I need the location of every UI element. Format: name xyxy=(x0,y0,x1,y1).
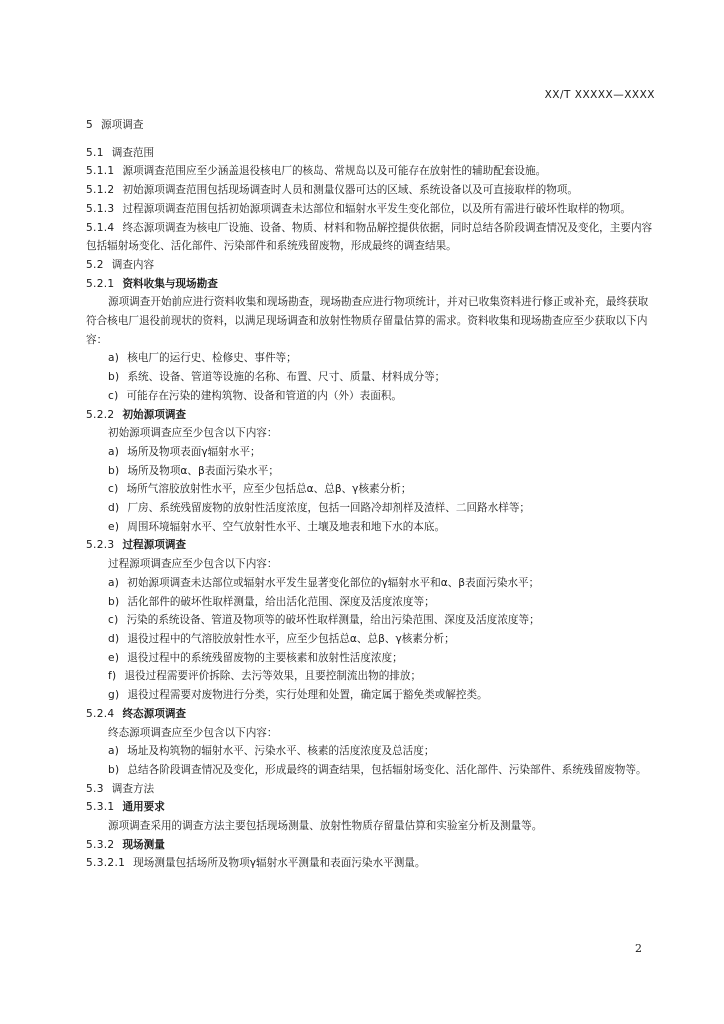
list-item xyxy=(86,630,658,649)
clause-number: 5.2.2 xyxy=(86,408,115,421)
clause-number: b) xyxy=(108,595,120,608)
clause-text: 资料收集与现场勘查 xyxy=(122,277,218,290)
list-item xyxy=(86,349,658,368)
section-heading xyxy=(86,116,658,135)
paragraph xyxy=(86,724,658,743)
paragraph xyxy=(86,854,658,873)
clause-number: 5.3.2.1 xyxy=(86,857,126,870)
list-item xyxy=(86,742,658,761)
clause-number: e) xyxy=(108,520,120,533)
page-number: 2 xyxy=(635,942,642,955)
paragraph xyxy=(86,219,658,256)
clause-number: f) xyxy=(108,670,117,683)
clause-text: 初始源项调查范围包括现场调查时人员和测量仪器可达的区域、系统设备以及可直接取样的物项。 xyxy=(122,184,578,197)
clause-number: a) xyxy=(108,576,120,589)
clause-number: d) xyxy=(108,632,120,645)
section-heading xyxy=(86,536,658,555)
paragraph xyxy=(86,293,658,349)
clause-number: 5.3.1 xyxy=(86,801,115,814)
clause-text: 过程源项调查 xyxy=(122,539,187,552)
clause-number: e) xyxy=(108,651,120,664)
clause-text: 初始源项调查未达部位或辐射水平发生显著变化部位的γ辐射水平和α、β表面污染水平； xyxy=(127,576,540,589)
clause-text: 初始源项调查应至少包含以下内容： xyxy=(108,427,278,440)
clause-number: b) xyxy=(108,371,120,384)
clause-number: g) xyxy=(108,689,120,702)
list-item xyxy=(86,574,658,593)
section-heading xyxy=(86,780,658,799)
clause-text: 过程源项调查应至少包含以下内容： xyxy=(108,558,278,571)
clause-text: 现场测量 xyxy=(122,838,165,851)
clause-number: 5.1.2 xyxy=(86,184,115,197)
clause-number: 5.3.2 xyxy=(86,838,115,851)
list-item xyxy=(86,368,658,387)
clause-text: 源项调查采用的调查方法主要包括现场测量、放射性物质存留量估算和实验室分析及测量等。 xyxy=(108,820,543,833)
clause-text: 周围环境辐射水平、空气放射性水平、土壤及地表和地下水的本底。 xyxy=(127,520,446,533)
section-heading xyxy=(86,256,658,275)
clause-text: 初始源项调查 xyxy=(122,408,187,421)
paragraph xyxy=(86,162,658,181)
clause-number: d) xyxy=(108,502,120,515)
clause-text: 场所及物项表面γ辐射水平； xyxy=(127,445,261,458)
clause-text: 场址及构筑物的辐射水平、污染水平、核素的活度浓度及总活度； xyxy=(127,745,435,758)
clause-text: 厂房、系统残留废物的放射性活度浓度，包括一回路冷却剂样及渣样、二回路水样等； xyxy=(127,502,531,515)
clause-number: 5.2 xyxy=(86,258,104,271)
clause-text: 终态源项调查应至少包含以下内容： xyxy=(108,726,278,739)
clause-number: 5.1.4 xyxy=(86,221,115,234)
clause-text: 终态源项调查 xyxy=(122,707,187,720)
section-heading xyxy=(86,144,658,163)
paragraph xyxy=(86,424,658,443)
clause-text: 源项调查 xyxy=(101,119,144,131)
list-item xyxy=(86,686,658,705)
clause-text: 终态源项调查为核电厂设施、设备、物质、材料和物品解控提供依据，同时总结各阶段调查情况及变化，主要内容包括辐射场变化、活化部件、污染部件和系统残留废物，形成最终的调查结果。 xyxy=(86,221,653,253)
standard-code-header: XX/T XXXXX—XXXX xyxy=(544,89,655,101)
clause-text: 源项调查范围应至少涵盖退役核电厂的核岛、常规岛以及可能存在放射性的辅助配套设施。 xyxy=(122,165,547,178)
clause-text: 退役过程需要评价拆除、去污等效果，且要控制流出物的排放； xyxy=(124,670,422,683)
clause-text: 通用要求 xyxy=(122,801,165,814)
clause-text: 场所气溶胶放射性水平，应至少包括总α、总β、γ核素分析； xyxy=(126,483,412,496)
list-item xyxy=(86,667,658,686)
section-heading xyxy=(86,798,658,817)
section-heading xyxy=(86,705,658,724)
list-item xyxy=(86,649,658,668)
paragraph xyxy=(86,817,658,836)
list-item xyxy=(86,443,658,462)
clause-text: 系统、设备、管道等设施的名称、布置、尺寸、质量、材料成分等； xyxy=(127,371,446,384)
clause-number: a) xyxy=(108,352,120,365)
clause-number: 5.2.1 xyxy=(86,277,115,290)
list-item xyxy=(86,480,658,499)
clause-number: c) xyxy=(108,389,119,402)
clause-text: 退役过程需要对废物进行分类，实行处理和处置，确定属于豁免类或解控类。 xyxy=(127,689,488,702)
clause-number: c) xyxy=(108,483,119,496)
clause-number: 5.1.3 xyxy=(86,202,115,215)
clause-number: 5.2.3 xyxy=(86,539,115,552)
list-item xyxy=(86,611,658,630)
clause-text: 核电厂的运行史、检修史、事件等； xyxy=(127,352,297,365)
clause-number: a) xyxy=(108,745,120,758)
clause-number: 5.3 xyxy=(86,782,104,795)
clause-number: a) xyxy=(108,445,120,458)
section-heading xyxy=(86,275,658,294)
paragraph xyxy=(86,200,658,219)
clause-text: 退役过程中的系统残留废物的主要核素和放射性活度浓度； xyxy=(127,651,403,664)
list-item xyxy=(86,462,658,481)
clause-number: 5 xyxy=(86,119,94,131)
clause-text: 现场测量包括场所及物项γ辐射水平测量和表面污染水平测量。 xyxy=(133,857,426,870)
clause-number: b) xyxy=(108,464,120,477)
list-item xyxy=(86,761,658,780)
paragraph xyxy=(86,555,658,574)
list-item xyxy=(86,593,658,612)
clause-text: 源项调查开始前应进行资料收集和现场勘查，现场勘查应进行物项统计，并对已收集资料进行修正或补充，最终获取符合核电厂退役前现状的资料，以满足现场调查和放射性物质存留量估算的需求。资料收集和现场勘查应至少获取以下内容： xyxy=(86,296,649,346)
clause-text: 调查内容 xyxy=(111,258,155,271)
clause-number: b) xyxy=(108,763,120,776)
list-item xyxy=(86,387,658,406)
list-item xyxy=(86,499,658,518)
clause-number: 5.1 xyxy=(86,146,104,159)
document-body xyxy=(86,116,658,873)
clause-number: 5.2.4 xyxy=(86,707,115,720)
paragraph xyxy=(86,181,658,200)
clause-text: 可能存在污染的建构筑物、设备和管道的内（外）表面积。 xyxy=(126,389,402,402)
list-item xyxy=(86,518,658,537)
clause-text: 污染的系统设备、管道及物项等的破坏性取样测量，给出污染范围、深度及活度浓度等； xyxy=(126,614,540,627)
clause-text: 场所及物项α、β表面污染水平； xyxy=(127,464,279,477)
clause-number: 5.1.1 xyxy=(86,165,115,178)
clause-text: 调查范围 xyxy=(111,146,155,159)
clause-text: 调查方法 xyxy=(111,782,155,795)
section-heading xyxy=(86,406,658,425)
clause-text: 总结各阶段调查情况及变化，形成最终的调查结果，包括辐射场变化、活化部件、污染部件、系统残留废物等。 xyxy=(127,763,647,776)
clause-text: 过程源项调查范围包括初始源项调查未达部位和辐射水平发生变化部位，以及所有需进行破坏性取样的物项。 xyxy=(122,202,631,215)
clause-text: 活化部件的破坏性取样测量，给出活化范围、深度及活度浓度等； xyxy=(127,595,435,608)
clause-text: 退役过程中的气溶胶放射性水平，应至少包括总α、总β、γ核素分析； xyxy=(127,632,455,645)
clause-number: c) xyxy=(108,614,119,627)
section-heading xyxy=(86,836,658,855)
